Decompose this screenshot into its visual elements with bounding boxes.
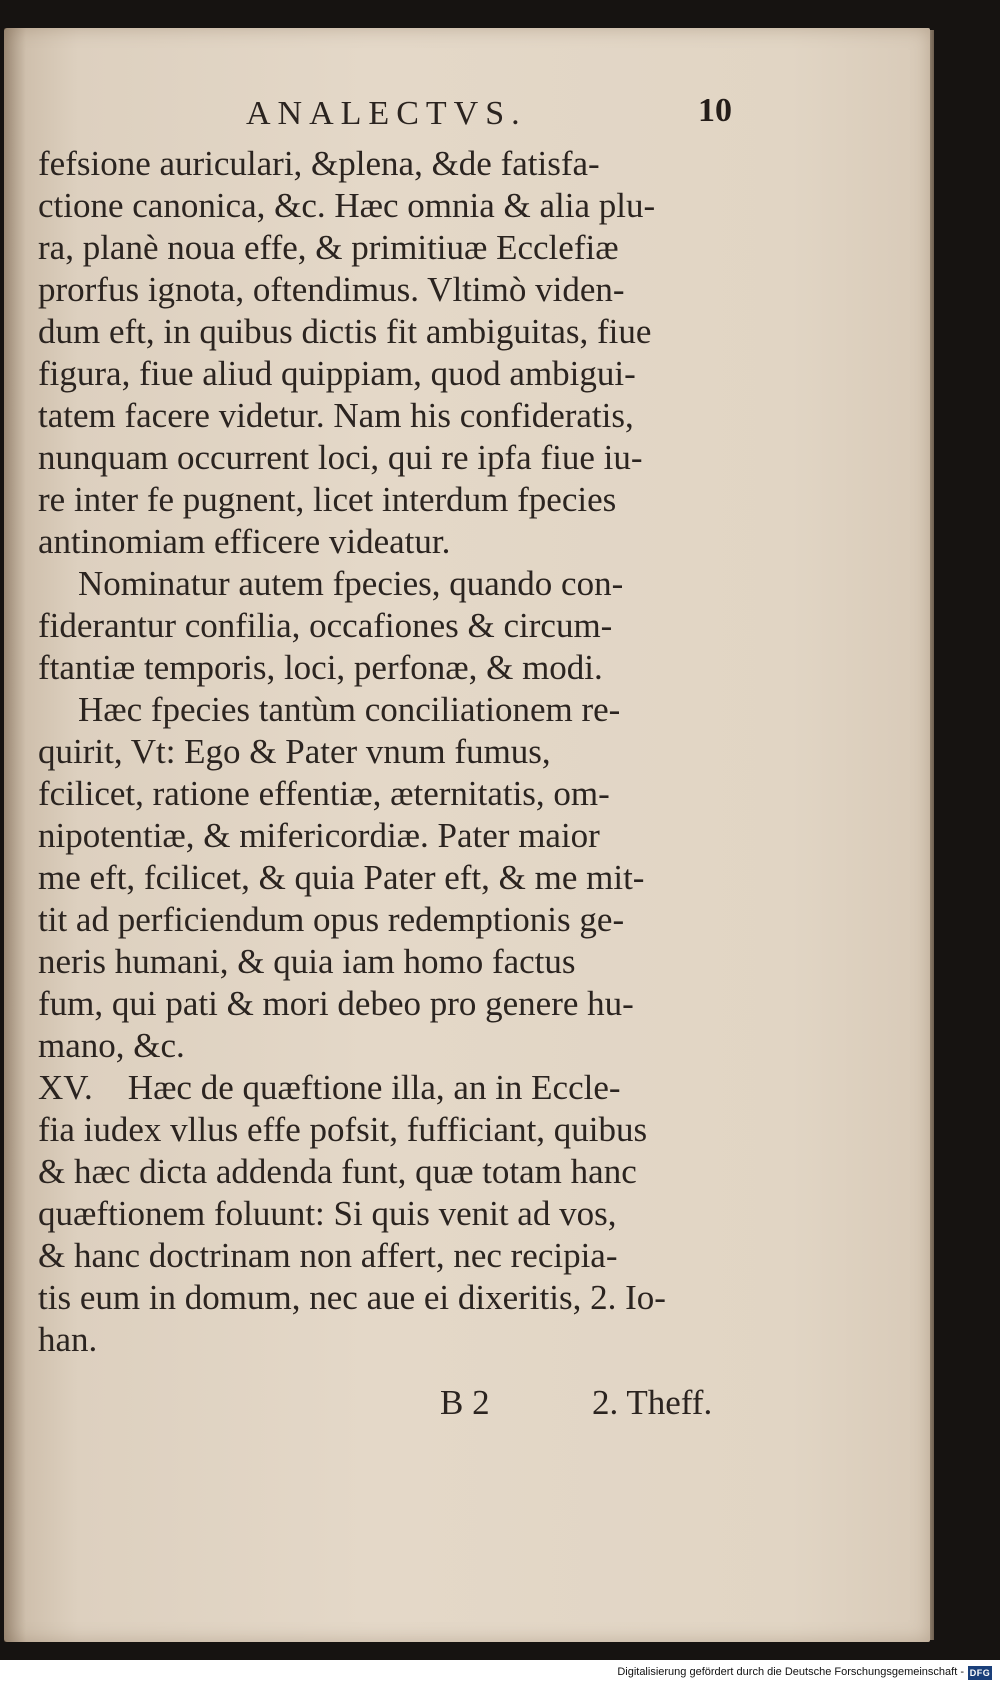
text-line: fum, qui pati & mori debeo pro genere hu- [38,984,634,1023]
funding-credit: Digitalisierung gefördert durch die Deutsche Forschungsgemeinschaft - [617,1666,964,1678]
text-line: han. [38,1320,98,1359]
page-number: 10 [698,92,732,129]
text-line: figura, fiue aliud quippiam, quod ambigui- [38,354,636,393]
dfg-logo: DFG [969,1668,991,1678]
text-line: fefsione auriculari, &plena, &de fatisfa- [38,144,600,183]
digitization-footer [0,1660,1000,1688]
text-line: ftantiæ temporis, loci, perfonæ, & modi. [38,648,603,687]
text-line: dum eft, in quibus dictis fit ambiguitas, fiue [38,312,652,351]
text-line: XV. Hæc de quæftione illa, an in Eccle- [38,1068,621,1107]
text-line: ra, planè noua effe, & primitiuæ Ecclefiæ [38,228,619,267]
text-line: fiderantur confilia, occafiones & circum- [38,606,613,645]
text-line: mano, &c. [38,1026,185,1065]
text-line: prorfus ignota, oftendimus. Vltimò viden- [38,270,625,309]
text-line: tit ad perficiendum opus redemptionis ge- [38,900,625,939]
text-line: nunquam occurrent loci, qui re ipfa fiue iu- [38,438,643,477]
signature-mark: B 2 [440,1383,490,1422]
text-line: quirit, Vt: Ego & Pater vnum fumus, [38,732,551,771]
text-line: antinomiam efficere videatur. [38,522,451,561]
text-line: tis eum in domum, nec aue ei dixeritis, 2. Io- [38,1278,666,1317]
text-line: re inter fe pugnent, licet interdum fpecies [38,480,617,519]
text-line: tatem facere videtur. Nam his confideratis, [38,396,634,435]
text-line: fia iudex vllus effe pofsit, fufficiant, quibus [38,1110,648,1149]
text-line: nipotentiæ, & mifericordiæ. Pater maior [38,816,600,855]
body-text [38,143,738,1361]
text-line: & hanc doctrinam non affert, nec recipia- [38,1236,618,1275]
text-line: quæftionem foluunt: Si quis venit ad vos, [38,1194,617,1233]
running-head: ANALECTVS. [246,95,527,132]
text-line: me eft, fcilicet, & quia Pater eft, & me mit- [38,858,645,897]
text-line: & hæc dicta addenda funt, quæ totam hanc [38,1152,637,1191]
text-line: fcilicet, ratione effentiæ, æternitatis, om- [38,774,610,813]
text-line: Nominatur autem fpecies, quando con- [78,564,624,603]
catchword: 2. Theff. [592,1383,713,1422]
text-line: ctione canonica, &c. Hæc omnia & alia plu- [38,186,656,225]
text-line: neris humani, & quia iam homo factus [38,942,576,981]
text-line: Hæc fpecies tantùm conciliationem re- [78,690,621,729]
